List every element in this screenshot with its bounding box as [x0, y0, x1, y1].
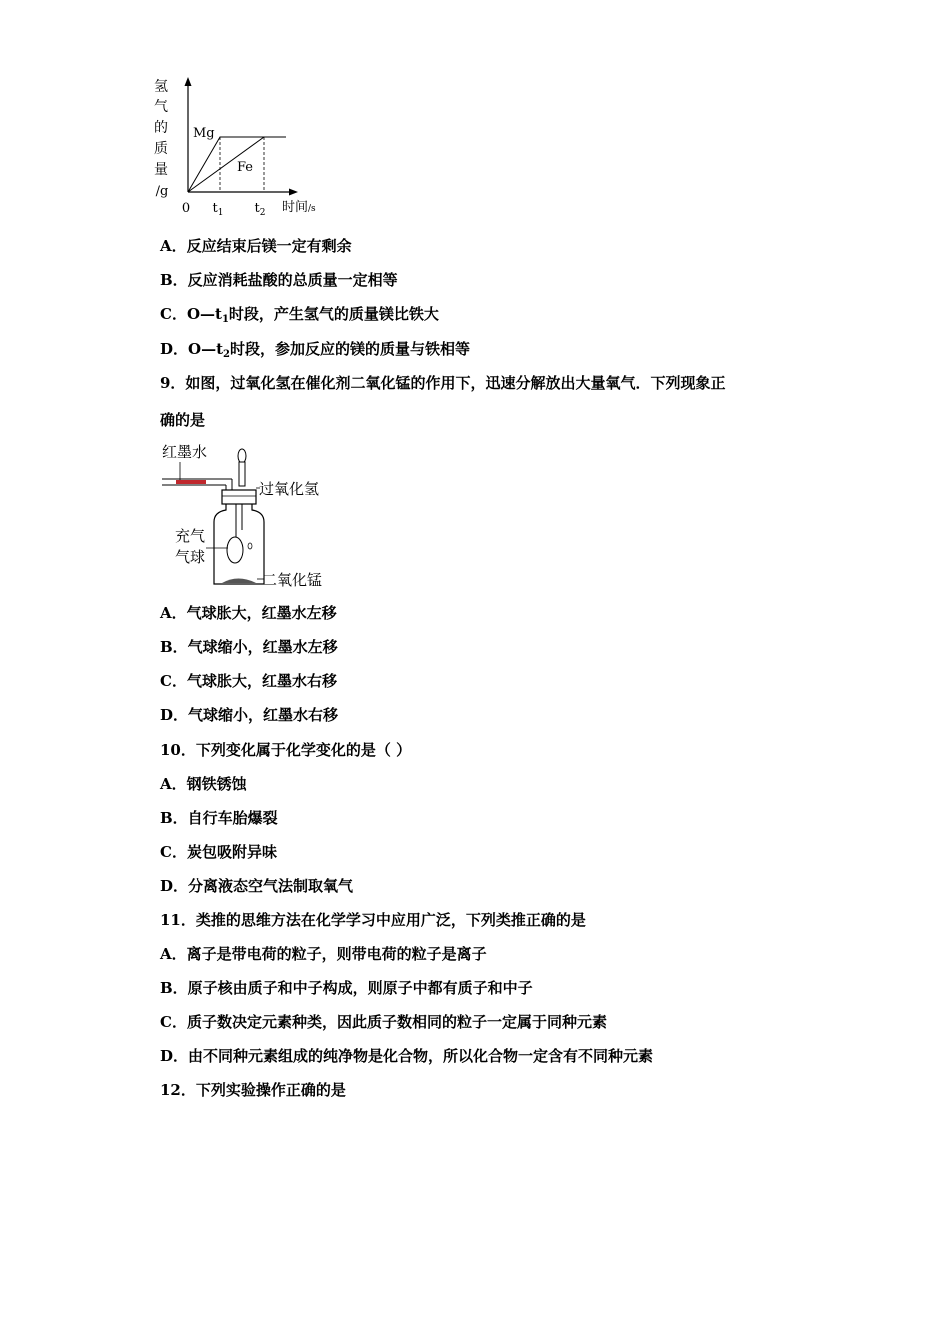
- q9-stem-line1: 9．如图，过氧化氢在催化剂二氧化锰的作用下，迅速分解放出大量氧气．下列现象正: [160, 374, 726, 392]
- y-axis-label-char: 量: [154, 162, 168, 178]
- q8-option-b: B．反应消耗盐酸的总质量一定相等: [160, 271, 398, 289]
- stopper: [222, 490, 256, 504]
- dropper-body: [239, 462, 245, 486]
- balloon: [227, 537, 243, 563]
- q8-option-c: [160, 304, 439, 330]
- y-axis-label-char: 的: [154, 120, 168, 136]
- y-axis-label-char: 气: [154, 99, 168, 115]
- q8-option-c-pre: C．O—t: [160, 305, 222, 323]
- mno2-powder: [222, 579, 256, 584]
- x-axis-label: 时间/s: [282, 200, 316, 215]
- q8-option-c-post: 时段，产生氢气的质量镁比铁大: [228, 305, 439, 323]
- fe-label: Fe: [237, 160, 254, 175]
- dropper-bulb: [238, 449, 246, 463]
- t2-tick-label: $t_2$: [254, 201, 266, 218]
- q10-option-c: C．炭包吸附异味: [160, 843, 277, 861]
- y-axis-label-char: 氢: [154, 79, 168, 95]
- q9-option-a: A．气球胀大，红墨水左移: [160, 604, 337, 622]
- red-ink-label: 红墨水: [162, 443, 208, 461]
- q9-stem-line2: 确的是: [160, 411, 206, 429]
- balloon-label-1: 充气: [175, 527, 206, 545]
- mg-label: Mg: [193, 126, 215, 141]
- q8-option-a: A．反应结束后镁一定有剩余: [160, 237, 352, 255]
- q12-stem: 12．下列实验操作正确的是: [160, 1081, 346, 1099]
- q11-option-b: B．原子核由质子和中子构成，则原子中都有质子和中子: [160, 979, 533, 997]
- x-axis-arrow: [289, 189, 298, 196]
- t1-tick-label: $t_1$: [212, 201, 224, 218]
- h2o2-label: 过氧化氢: [259, 480, 320, 498]
- q10-option-d: D．分离液态空气法制取氧气: [160, 877, 354, 895]
- hydrogen-mass-graph: [150, 74, 340, 224]
- red-ink-drop: [176, 480, 206, 484]
- y-axis-arrow: [185, 77, 192, 86]
- mno2-label: 二氧化锰: [262, 571, 323, 589]
- q9-option-d: D．气球缩小，红墨水右移: [160, 706, 339, 724]
- q8-option-c-sub: 1: [221, 314, 229, 325]
- q8-option-d-pre: D．O—t: [160, 340, 224, 358]
- q10-option-b: B．自行车胎爆裂: [160, 809, 278, 827]
- y-axis-label-char: /g: [155, 184, 169, 199]
- q10-option-a: A．钢铁锈蚀: [160, 775, 247, 793]
- origin-label: 0: [181, 201, 191, 216]
- apparatus-figure: [158, 438, 358, 590]
- q11-option-c: C．质子数决定元素种类，因此质子数相同的粒子一定属于同种元素: [160, 1013, 607, 1031]
- y-axis-label-char: 质: [154, 141, 168, 157]
- q10-stem: 10．下列变化属于化学变化的是（ ）: [160, 741, 412, 759]
- q9-option-b: B．气球缩小，红墨水左移: [160, 638, 338, 656]
- q11-stem: 11．类推的思维方法在化学学习中应用广泛，下列类推正确的是: [160, 911, 586, 929]
- q9-option-c: C．气球胀大，红墨水右移: [160, 672, 337, 690]
- q11-option-a: A．离子是带电荷的粒子，则带电荷的粒子是离子: [160, 945, 487, 963]
- q8-option-d-sub: 2: [223, 349, 230, 360]
- droplet: [248, 543, 252, 549]
- balloon-label-2: 气球: [175, 548, 206, 566]
- q8-option-d: [160, 339, 470, 365]
- q8-option-d-post: 时段，参加反应的镁的质量与铁相等: [229, 340, 470, 358]
- q11-option-d: D．由不同种元素组成的纯净物是化合物，所以化合物一定含有不同种元素: [160, 1047, 654, 1065]
